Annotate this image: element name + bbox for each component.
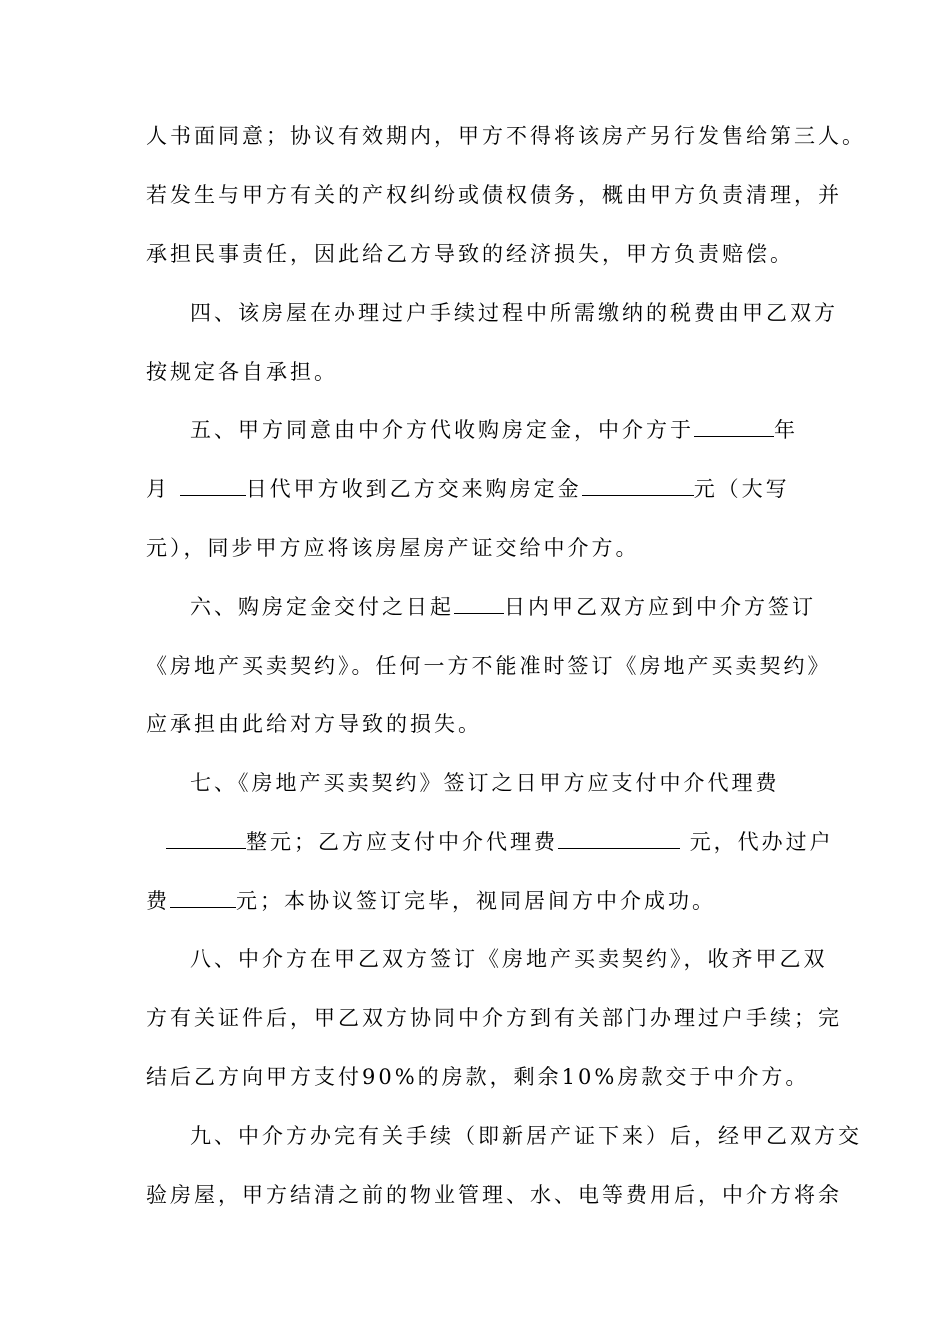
clause-5-line-2 [146, 471, 806, 507]
clause-5-text-e: 元（大写 [693, 477, 790, 501]
clause-8-line-3: 结后乙方向甲方支付90%的房款，剩余10%房款交于中介方。 [146, 1065, 810, 1089]
clause-5-text-b: 年 [774, 418, 798, 442]
clause-6-line-2: 《房地产买卖契约》。任何一方不能准时签订《房地产买卖契约》 [146, 654, 832, 678]
fill-blank-year[interactable] [694, 414, 774, 437]
clause-8-line-2: 方有关证件后，甲乙双方协同中介方到有关部门办理过户手续；完 [146, 1006, 842, 1030]
fill-blank-fee-b[interactable] [558, 826, 680, 849]
clause-5-line-3: 元），同步甲方应将该房屋房产证交给中介方。 [146, 536, 640, 560]
clause-7-text-d: 元；本协议签订完毕，视同居间方中介成功。 [236, 889, 716, 913]
clause-4-line-2: 按规定各自承担。 [146, 360, 338, 384]
clause-5-text-d: 日代甲方收到乙方交来购房定金 [245, 477, 582, 501]
text-line-1: 人书面同意；协议有效期内，甲方不得将该房产另行发售给第三人。 [146, 124, 866, 148]
text-line-3: 承担民事责任，因此给乙方导致的经济损失，甲方负责赔偿。 [146, 242, 794, 266]
clause-7-line-2 [166, 824, 834, 860]
clause-6-text-b: 日内甲乙双方应到中介方签订 [504, 595, 816, 619]
fill-blank-days[interactable] [454, 591, 504, 614]
clause-5-text-c: 月 [146, 477, 170, 501]
clause-7-line-1: 七、《房地产买卖契约》签订之日甲方应支付中介代理费 [190, 771, 780, 795]
clause-7-text-b: 元，代办过户 [689, 830, 834, 854]
fill-blank-day[interactable] [180, 473, 246, 496]
fill-blank-transfer-fee[interactable] [170, 885, 236, 908]
text-line-2: 若发生与甲方有关的产权纠纷或债权债务，概由甲方负责清理，并 [146, 183, 842, 207]
clause-7-text-c: 费 [146, 889, 170, 913]
clause-4-line-1: 四、该房屋在办理过户手续过程中所需缴纳的税费由甲乙双方 [190, 301, 838, 325]
clause-6-line-1 [190, 589, 816, 625]
clause-8-line-1: 八、中介方在甲乙双方签订《房地产买卖契约》，收齐甲乙双 [190, 947, 828, 971]
clause-9-line-1: 九、中介方办完有关手续（即新居产证下来）后，经甲乙双方交 [190, 1124, 862, 1148]
clause-7-text-a: 整元；乙方应支付中介代理费 [246, 830, 558, 854]
clause-6-text-a: 六、购房定金交付之日起 [190, 595, 454, 619]
clause-9-line-2: 验房屋，甲方结清之前的物业管理、水、电等费用后，中介方将余 [146, 1183, 842, 1207]
fill-blank-deposit-amount[interactable] [582, 473, 694, 496]
clause-6-line-3: 应承担由此给对方导致的损失。 [146, 712, 482, 736]
clause-7-line-3 [146, 883, 806, 919]
fill-blank-fee-a[interactable] [166, 826, 246, 849]
clause-5-line-1 [190, 412, 806, 448]
clause-5-text-a: 五、甲方同意由中介方代收购房定金，中介方于 [190, 418, 694, 442]
